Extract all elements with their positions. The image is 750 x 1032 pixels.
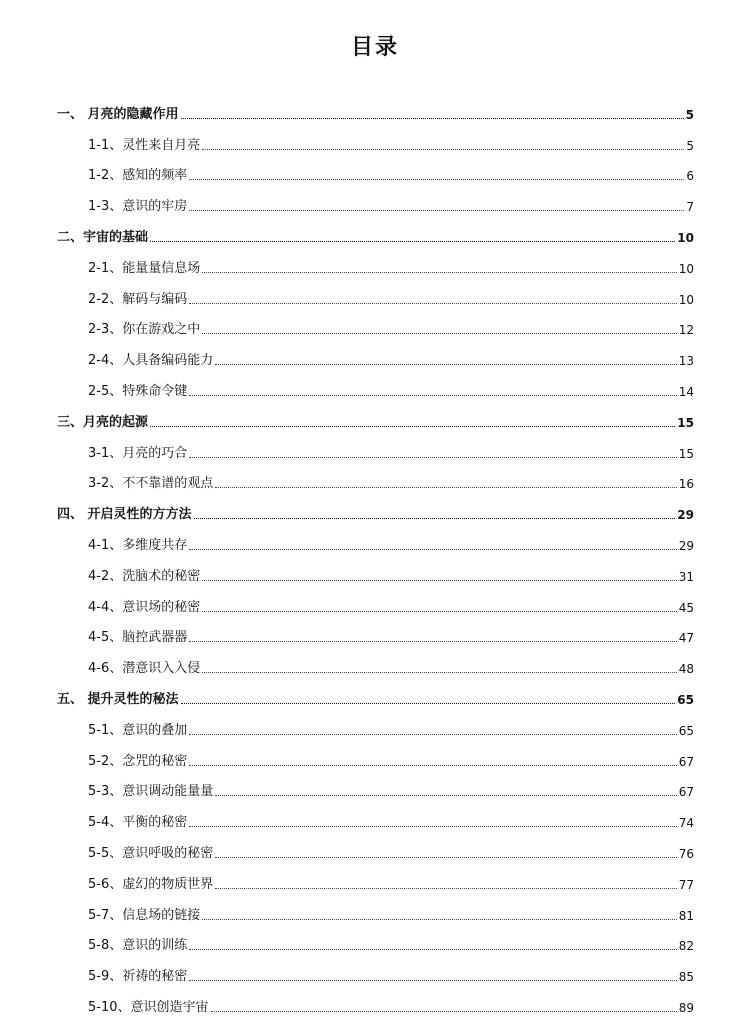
- dot-leader: [215, 486, 676, 488]
- toc-section-entry: [0, 713, 750, 744]
- dot-leader: [189, 548, 676, 550]
- dot-leader: [202, 148, 684, 150]
- entry-label: 4-6、潜意识入入侵: [88, 661, 201, 677]
- dot-leader: [181, 702, 676, 704]
- toc-chapter-entry: [0, 405, 750, 436]
- toc-section-entry: [0, 929, 750, 960]
- entry-label: 2-2、解码与编码: [88, 291, 188, 307]
- toc-section-entry: [0, 621, 750, 652]
- toc-section-entry: [0, 313, 750, 344]
- dot-leader: [189, 948, 676, 950]
- dot-leader: [189, 979, 676, 981]
- entry-page-number: 15: [677, 415, 694, 430]
- entry-page-number: 6: [686, 169, 694, 184]
- entry-page-number: 5: [685, 107, 694, 122]
- dot-leader: [215, 363, 676, 365]
- entry-page-number: 65: [678, 723, 694, 738]
- toc-section-entry: [0, 282, 750, 313]
- toc-section-entry: [0, 343, 750, 374]
- entry-label: 2-1、能量量信息场: [88, 260, 201, 276]
- entry-label: 二、宇宙的基础: [57, 229, 149, 245]
- toc-section-entry: [0, 128, 750, 159]
- entry-page-number: 10: [678, 292, 694, 307]
- toc-section-entry: [0, 159, 750, 190]
- entry-page-number: 67: [678, 785, 694, 800]
- toc-section-entry: [0, 251, 750, 282]
- dot-leader: [189, 209, 684, 211]
- entry-page-number: 7: [686, 200, 694, 215]
- entry-label: 5-3、意识调动能量量: [88, 784, 214, 800]
- entry-page-number: 12: [678, 323, 694, 338]
- entry-page-number: 29: [678, 538, 694, 553]
- entry-page-number: 67: [678, 754, 694, 769]
- entry-label: 2-4、人具备编码能力: [88, 353, 214, 369]
- toc-section-entry: [0, 867, 750, 898]
- page-title: 目录: [350, 35, 399, 60]
- toc-section-entry: [0, 467, 750, 498]
- entry-page-number: 10: [678, 261, 694, 276]
- toc-section-entry: [0, 775, 750, 806]
- entry-page-number: 65: [677, 692, 694, 707]
- entry-label: 三、月亮的起源: [57, 414, 149, 430]
- dot-leader: [189, 764, 676, 766]
- toc-section-entry: [0, 990, 750, 1021]
- dot-leader: [215, 794, 676, 796]
- entry-page-number: 10: [677, 230, 694, 245]
- toc-chapter-entry: [0, 220, 750, 251]
- dot-leader: [202, 271, 676, 273]
- toc-section-entry: [0, 590, 750, 621]
- dot-leader: [215, 887, 676, 889]
- dot-leader: [181, 117, 684, 119]
- entry-label: 五、 提升灵性的秘法: [57, 691, 179, 707]
- entry-label: 4-4、意识场的秘密: [88, 599, 201, 615]
- entry-label: 5-7、信息场的链接: [88, 907, 201, 923]
- entry-label: 3-1、月亮的巧合: [88, 445, 188, 461]
- entry-label: 4-2、洗脑术的秘密: [88, 568, 201, 584]
- toc-chapter-entry: [0, 497, 750, 528]
- entry-label: 5-8、意识的训练: [88, 938, 188, 954]
- toc-section-entry: [0, 559, 750, 590]
- entry-page-number: 15: [678, 446, 694, 461]
- dot-leader: [189, 733, 676, 735]
- dot-leader: [211, 1010, 677, 1012]
- entry-page-number: 29: [677, 508, 694, 523]
- dot-leader: [150, 425, 675, 427]
- entry-label: 5-1、意识的叠加: [88, 722, 188, 738]
- dot-leader: [202, 918, 676, 920]
- entry-page-number: 31: [678, 569, 694, 584]
- entry-label: 5-5、意识呼吸的秘密: [88, 845, 214, 861]
- toc-section-entry: [0, 898, 750, 929]
- entry-page-number: 48: [678, 662, 694, 677]
- dot-leader: [202, 579, 676, 581]
- entry-label: 1-1、灵性来自月亮: [88, 137, 201, 153]
- entry-label: 3-2、不不靠谱的观点: [88, 476, 214, 492]
- toc-section-entry: [0, 374, 750, 405]
- dot-leader: [189, 178, 684, 180]
- entry-label: 2-3、你在游戏之中: [88, 322, 201, 338]
- entry-page-number: 89: [678, 1000, 694, 1015]
- toc-chapter-entry: [0, 97, 750, 128]
- entry-page-number: 16: [678, 477, 694, 492]
- toc-section-entry: [0, 189, 750, 220]
- entry-page-number: 47: [678, 631, 694, 646]
- entry-page-number: 85: [678, 970, 694, 985]
- entry-page-number: 81: [678, 908, 694, 923]
- entry-page-number: 76: [678, 846, 694, 861]
- entry-label: 5-6、虚幻的物质世界: [88, 876, 214, 892]
- toc-section-entry: [0, 959, 750, 990]
- dot-leader: [150, 240, 675, 242]
- entry-label: 4-5、脑控武器器: [88, 630, 188, 646]
- dot-leader: [215, 856, 676, 858]
- toc-section-entry: [0, 651, 750, 682]
- toc-section-entry: [0, 836, 750, 867]
- entry-page-number: 82: [678, 939, 694, 954]
- dot-leader: [189, 456, 676, 458]
- entry-label: 5-9、祈祷的秘密: [88, 969, 188, 985]
- toc-section-entry: [0, 436, 750, 467]
- entry-page-number: 77: [678, 877, 694, 892]
- dot-leader: [189, 394, 676, 396]
- entry-label: 5-2、念咒的秘密: [88, 753, 188, 769]
- toc-chapter-entry: [0, 682, 750, 713]
- entry-page-number: 45: [678, 600, 694, 615]
- entry-page-number: 5: [686, 138, 694, 153]
- entry-label: 4-1、多维度共存: [88, 537, 188, 553]
- entry-label: 1-3、意识的牢房: [88, 199, 188, 215]
- toc-section-entry: [0, 744, 750, 775]
- dot-leader: [189, 825, 676, 827]
- entry-page-number: 13: [678, 354, 694, 369]
- table-of-contents: [0, 97, 750, 1021]
- dot-leader: [194, 517, 676, 519]
- entry-page-number: 14: [678, 384, 694, 399]
- entry-label: 1-2、感知的频率: [88, 168, 188, 184]
- entry-label: 5-10、意识创造宇宙: [88, 999, 209, 1015]
- toc-section-entry: [0, 528, 750, 559]
- toc-section-entry: [0, 805, 750, 836]
- dot-leader: [202, 332, 676, 334]
- entry-label: 四、 开启灵性的方方法: [57, 507, 192, 523]
- entry-page-number: 74: [678, 816, 694, 831]
- dot-leader: [202, 671, 676, 673]
- dot-leader: [202, 610, 676, 612]
- dot-leader: [189, 640, 676, 642]
- dot-leader: [189, 302, 676, 304]
- entry-label: 5-4、平衡的秘密: [88, 815, 188, 831]
- entry-label: 一、 月亮的隐藏作用: [57, 106, 179, 122]
- entry-label: 2-5、特殊命令键: [88, 383, 188, 399]
